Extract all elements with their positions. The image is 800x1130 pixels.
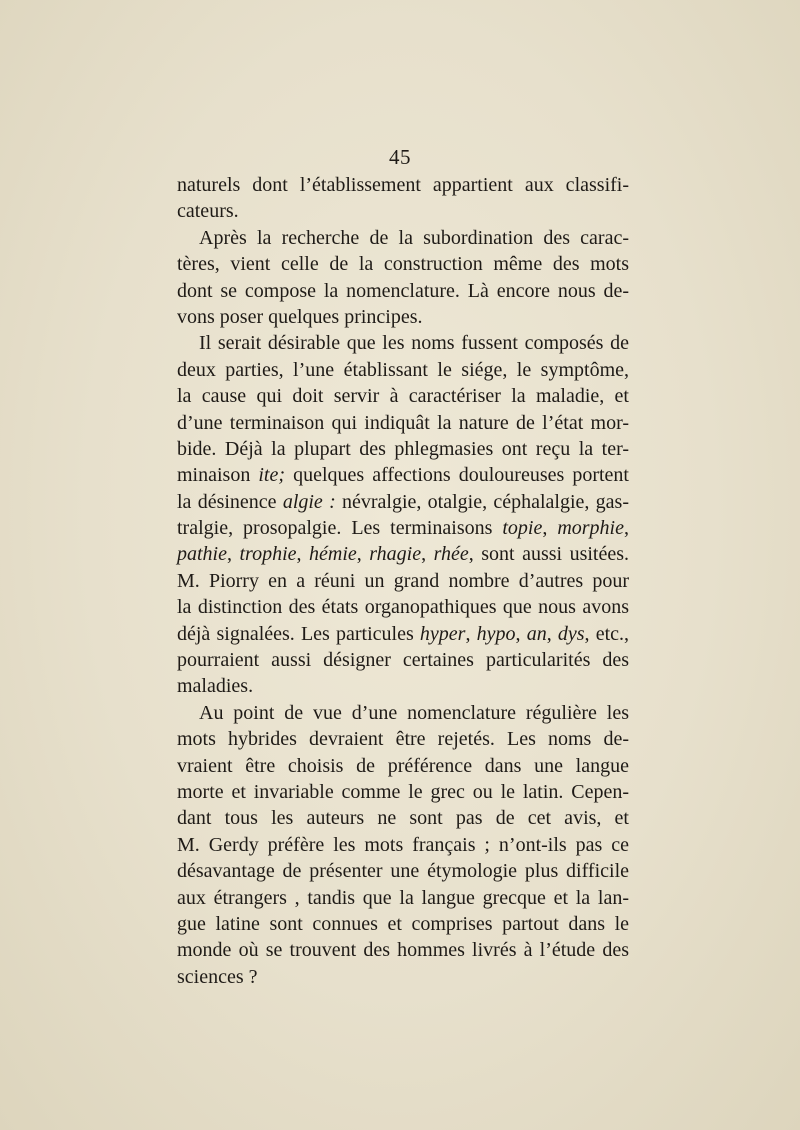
text-run: Il serait désirable que les noms fussent composés de (199, 332, 629, 355)
body-text (177, 172, 629, 990)
text-run: , (515, 622, 527, 645)
text-run: , (356, 543, 370, 566)
text-run: dont se compose la nomenclature. Là encore nous de- (177, 279, 629, 302)
text-run: d’une terminaison qui indiquât la nature de l’état mor- (177, 411, 629, 434)
text-line (177, 330, 629, 356)
text-line (177, 726, 629, 752)
italic-term: trophie (239, 543, 297, 566)
text-run: morte et invariable comme le grec ou le latin. Cepen- (177, 780, 629, 803)
text-line (177, 462, 629, 488)
text-run: , (227, 543, 240, 566)
text-run: sciences ? (177, 965, 258, 988)
text-line (177, 251, 629, 277)
text-line (177, 410, 629, 436)
text-line (177, 911, 629, 937)
text-run: maladies. (177, 675, 254, 698)
text-run: , (421, 543, 434, 566)
text-line (177, 489, 629, 515)
text-run: déjà signalées. Les particules (177, 622, 420, 645)
text-run: Après la recherche de la subordination des carac- (199, 226, 629, 249)
text-line (177, 832, 629, 858)
text-run: , (542, 517, 558, 540)
text-line (177, 383, 629, 409)
italic-term: rhagie (369, 543, 422, 566)
text-run: , (296, 543, 309, 566)
text-line (177, 858, 629, 884)
text-run: vons poser quelques principes. (177, 305, 423, 328)
text-line (177, 304, 629, 330)
text-run: Au point de vue d’une nomenclature régulière les (199, 701, 629, 724)
text-line (177, 172, 629, 198)
text-line (177, 198, 629, 224)
text-run: tralgie, prosopalgie. Les terminaisons (177, 517, 503, 540)
text-run: la désinence (177, 490, 283, 513)
text-line (177, 885, 629, 911)
text-run: , etc., (584, 622, 630, 645)
italic-term: algie : (282, 490, 336, 513)
text-line (177, 779, 629, 805)
text-line (177, 647, 629, 673)
text-run: M. Piorry en a réuni un grand nombre d’autres pour (177, 569, 629, 592)
text-run: mots hybrides devraient être rejetés. Les noms de- (177, 728, 629, 751)
page-number: 45 (389, 145, 411, 169)
text-line (177, 278, 629, 304)
text-run: gue latine sont connues et comprises partout dans le (177, 912, 629, 935)
text-line (177, 700, 629, 726)
text-line (177, 621, 629, 647)
italic-term: hyper (419, 622, 466, 645)
text-run: , (546, 622, 558, 645)
text-line (177, 515, 629, 541)
italic-term: topie (502, 517, 543, 540)
italic-term: hémie (309, 543, 357, 566)
text-run: , (624, 517, 629, 540)
text-line (177, 225, 629, 251)
italic-term: ite; (258, 464, 286, 487)
italic-term: hypo (476, 622, 516, 645)
text-line (177, 568, 629, 594)
text-run: monde où se trouvent des hommes livrés à l’étude des (177, 939, 629, 962)
text-run: dant tous les auteurs ne sont pas de cet avis, et (177, 807, 629, 830)
text-line (177, 753, 629, 779)
text-line (177, 594, 629, 620)
text-run: , (465, 622, 477, 645)
text-line (177, 436, 629, 462)
italic-term: morphie (557, 517, 624, 540)
italic-term: dys (557, 622, 585, 645)
text-run: la cause qui doit servir à caractériser la maladie, et (177, 385, 629, 408)
text-run: naturels dont l’établissement appartient aux classifi- (177, 174, 629, 196)
text-line (177, 937, 629, 963)
text-run: vraient être choisis de préférence dans une langue (177, 754, 629, 777)
text-run: aux étrangers , tandis que la langue grecque et la lan- (177, 886, 629, 909)
text-run: bide. Déjà la plupart des phlegmasies ont reçu la ter- (177, 437, 629, 460)
text-run: cateurs. (177, 200, 239, 223)
text-run: minaison (177, 464, 259, 487)
text-run: quelques affections douloureuses portent (285, 464, 629, 487)
text-run: M. Gerdy préfère les mots français ; n’ont-ils pas ce (177, 833, 629, 856)
text-run: deux parties, l’une établissant le siége, le symptôme, (177, 358, 629, 381)
italic-term: rhée (433, 543, 469, 566)
text-run: tères, vient celle de la construction même des mots (177, 253, 629, 276)
text-run: la distinction des états organopathiques que nous avons (177, 596, 629, 619)
text-run: , sont aussi usitées. (468, 543, 630, 566)
text-line (177, 357, 629, 383)
italic-term: pathie (177, 543, 227, 566)
text-line (177, 805, 629, 831)
text-line (177, 964, 629, 990)
text-run: pourraient aussi désigner certaines particularités des (177, 649, 629, 672)
text-run: névralgie, otalgie, céphalalgie, gas- (335, 490, 629, 513)
text-line (177, 673, 629, 699)
text-line (177, 541, 629, 567)
italic-term: an (526, 622, 547, 645)
text-run: désavantage de présenter une étymologie plus difficile (177, 860, 629, 883)
